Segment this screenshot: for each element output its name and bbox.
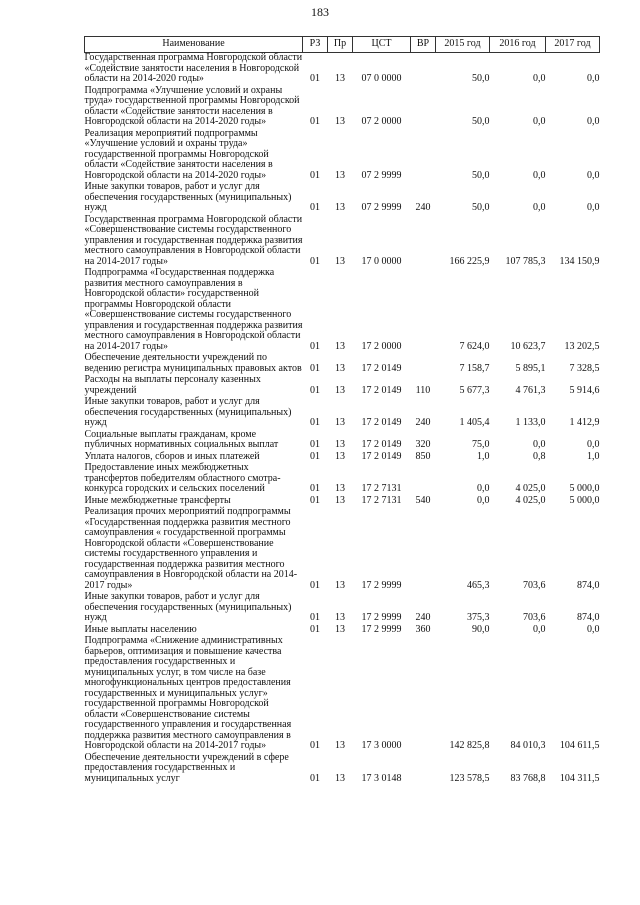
- cell-rz: 01: [310, 439, 320, 450]
- cell-2016: 0,8: [533, 450, 546, 462]
- cell-rz: 01: [310, 483, 320, 494]
- table-row: [85, 86, 600, 129]
- cell-2017: 5 000,0: [569, 483, 600, 494]
- table-row: [85, 397, 600, 430]
- cell-2015: 5 677,3: [459, 384, 490, 396]
- table-row: [85, 375, 600, 397]
- cell-name: Иные выплаты населению: [84, 623, 197, 635]
- cell-2015: 375,3: [467, 612, 490, 623]
- cell-2015: 0,0: [477, 494, 490, 506]
- cell-2017: 0,0: [587, 116, 600, 127]
- cell-rz: 01: [310, 384, 320, 396]
- cell-2017: 0,0: [587, 623, 600, 635]
- cell-vr: [411, 507, 436, 592]
- cell-cst: 17 2 0149: [361, 384, 402, 396]
- cell-pr: 13: [335, 483, 345, 494]
- cell-pr: 13: [335, 73, 345, 84]
- cell-2016: 4 025,0: [515, 483, 546, 494]
- cell-2016: 4 025,0: [515, 494, 546, 506]
- cell-2017: 874,0: [577, 579, 600, 591]
- budget-table: [84, 36, 600, 785]
- cell-name: Уплата налогов, сборов и иных платежей: [84, 450, 260, 462]
- cell-2016: 703,6: [523, 579, 546, 591]
- cell-2015: 142 825,8: [449, 740, 490, 751]
- cell-2016: 10 623,7: [510, 340, 546, 352]
- cell-pr: 13: [335, 255, 345, 267]
- cell-name: Подпрограмма «Улучшение условий и охраны труда» государственной программы Новгородской области «Содействие занятости населения в Новгородской области на 2014-2020 годы»: [84, 84, 300, 127]
- cell-name: Иные закупки товаров, работ и услуг для обеспечения государственных (муниципальных) нужд: [84, 181, 292, 213]
- cell-pr: 13: [335, 772, 345, 784]
- cell-rz: 01: [310, 623, 320, 635]
- cell-2016: 0,0: [533, 169, 546, 181]
- table-row: [85, 636, 600, 753]
- cell-pr: 13: [335, 340, 345, 352]
- cell-2016: 4 761,3: [515, 384, 546, 396]
- cell-cst: 17 2 0149: [361, 417, 402, 428]
- cell-2017: 134 150,9: [559, 255, 600, 267]
- cell-rz: 01: [310, 612, 320, 623]
- cell-2015: 1,0: [477, 450, 490, 462]
- cell-2016: 107 785,3: [505, 255, 546, 267]
- table-row: [85, 182, 600, 215]
- cell-2017: 0,0: [587, 439, 600, 450]
- cell-pr: 13: [335, 494, 345, 506]
- cell-pr: 13: [335, 169, 345, 181]
- cell-2015: 7 158,7: [459, 362, 490, 374]
- cell-rz: 01: [310, 116, 320, 127]
- page-number: 183: [311, 5, 329, 19]
- cell-2015: 166 225,9: [449, 255, 490, 267]
- cell-2017: 104 311,5: [559, 772, 600, 784]
- cell-pr: 13: [335, 439, 345, 450]
- cell-2017: 874,0: [577, 612, 600, 623]
- cell-pr: 13: [335, 417, 345, 428]
- cell-name: Подпрограмма «Снижение административных барьеров, оптимизация и повышение качества предоставления государственных и муниципальных услуг, в том числе на базе многофункциональных центров предоставления государственных и муниципальных услуг» государственной программы Новгородской области «Совершенствование системы государственного управления и государственная поддержка развития местного самоуправления в Новгородской области на 2014-2017 годы»: [84, 635, 292, 751]
- cell-pr: 13: [335, 384, 345, 396]
- cell-vr: [411, 215, 436, 269]
- cell-cst: 07 2 0000: [361, 116, 402, 127]
- cell-cst: 17 2 0149: [361, 439, 402, 450]
- cell-2015: 50,0: [472, 73, 490, 84]
- cell-2017: 0,0: [587, 202, 600, 213]
- cell-2015: 465,3: [467, 579, 490, 591]
- cell-2015: 90,0: [472, 623, 490, 635]
- cell-2015: 50,0: [472, 202, 490, 213]
- cell-2015: 50,0: [472, 169, 490, 181]
- table-row: [85, 53, 600, 86]
- cell-cst: 07 2 9999: [361, 169, 402, 181]
- cell-rz: 01: [310, 73, 320, 84]
- cell-2016: 83 768,8: [510, 772, 546, 784]
- cell-name: Подпрограмма «Государственная поддержка развития местного самоуправления в Новгородской области» государственной программы Новгородской области «Совершенствование системы государственного управления и государственная поддержка развития местного самоуправления в Новгородской области на 2014-2017 годы»: [84, 267, 303, 352]
- table-row: [85, 463, 600, 496]
- table-body: [85, 53, 600, 786]
- cell-2017: 1,0: [587, 450, 600, 462]
- header-2016: 2016 год: [490, 37, 546, 53]
- cell-cst: 17 2 0149: [361, 362, 402, 374]
- cell-cst: 17 2 0149: [361, 450, 402, 462]
- cell-vr: [411, 636, 436, 753]
- cell-2016: 0,0: [533, 623, 546, 635]
- cell-2017: 104 611,5: [559, 740, 600, 751]
- cell-2016: 0,0: [533, 116, 546, 127]
- cell-cst: 17 0 0000: [361, 255, 402, 267]
- cell-2017: 13 202,5: [564, 340, 600, 352]
- cell-2017: 7 328,5: [569, 362, 600, 374]
- cell-name: Предоставление иных межбюджетных трансфертов победителям областного смотра-конкурса городских и сельских поселений: [84, 462, 281, 494]
- cell-rz: 01: [310, 579, 320, 591]
- cell-pr: 13: [335, 579, 345, 591]
- cell-pr: 13: [335, 362, 345, 374]
- cell-2015: 123 578,5: [449, 772, 490, 784]
- cell-2016: 0,0: [533, 202, 546, 213]
- cell-2017: 5 000,0: [569, 494, 600, 506]
- cell-cst: 17 2 7131: [361, 494, 402, 506]
- cell-name: Реализация прочих мероприятий подпрограммы «Государственная поддержка развития местного самоуправления « государственной программы Новгородской области «Совершенствование системы государственного управления и государственная поддержка развития местного самоуправления в Новгородской области на 2014-2017 годы»: [84, 506, 298, 591]
- table-row: [85, 268, 600, 353]
- header-rz: РЗ: [303, 37, 328, 53]
- cell-vr: 240: [415, 417, 431, 428]
- table-row: [85, 592, 600, 625]
- cell-vr: [411, 86, 436, 129]
- cell-2015: 75,0: [472, 439, 490, 450]
- cell-rz: 01: [310, 255, 320, 267]
- header-pr: Пр: [328, 37, 353, 53]
- cell-name: Государственная программа Новгородской области «Содействие занятости населения в Новгородской области на 2014-2020 годы»: [84, 52, 303, 84]
- table-row: [85, 353, 600, 375]
- cell-vr: [411, 129, 436, 183]
- cell-cst: 07 2 9999: [361, 202, 402, 213]
- cell-cst: 17 3 0000: [361, 740, 402, 751]
- header-2017: 2017 год: [546, 37, 600, 53]
- cell-cst: 17 2 0000: [361, 340, 402, 352]
- cell-vr: [411, 268, 436, 353]
- cell-vr: [411, 463, 436, 496]
- cell-name: Расходы на выплаты персоналу казенных учреждений: [84, 374, 261, 396]
- cell-name: Реализация мероприятий подпрограммы «Улучшение условий и охраны труда» государственной программы Новгородской области «Содействие занятости населения в Новгородской области на 2014-2020 годы»: [84, 127, 273, 181]
- cell-rz: 01: [310, 740, 320, 751]
- header-cst: ЦСТ: [353, 37, 411, 53]
- cell-vr: [411, 53, 436, 86]
- cell-2016: 0,0: [533, 73, 546, 84]
- cell-cst: 07 0 0000: [361, 73, 402, 84]
- cell-cst: 17 2 9999: [361, 623, 402, 635]
- cell-pr: 13: [335, 116, 345, 127]
- cell-2016: 0,0: [533, 439, 546, 450]
- cell-pr: 13: [335, 612, 345, 623]
- cell-rz: 01: [310, 169, 320, 181]
- cell-2017: 5 914,6: [569, 384, 600, 396]
- cell-rz: 01: [310, 202, 320, 213]
- cell-name: Иные закупки товаров, работ и услуг для обеспечения государственных (муниципальных) нужд: [84, 396, 292, 428]
- cell-name: Государственная программа Новгородской области «Совершенствование системы государственного управления и государственная поддержка развития местного самоуправления в Новгородской области на 2014-2017 годы»: [84, 213, 303, 267]
- cell-2015: 1 405,4: [459, 417, 490, 428]
- cell-name: Обеспечение деятельности учреждений по ведению регистра муниципальных правовых актов: [84, 352, 302, 374]
- cell-name: Иные закупки товаров, работ и услуг для обеспечения государственных (муниципальных) нужд: [84, 591, 292, 623]
- cell-2015: 0,0: [477, 483, 490, 494]
- cell-vr: 110: [415, 384, 431, 396]
- cell-vr: 360: [415, 623, 431, 635]
- cell-rz: 01: [310, 494, 320, 506]
- cell-vr: 240: [415, 202, 431, 213]
- cell-vr: 850: [415, 450, 431, 462]
- header-vr: ВР: [411, 37, 436, 53]
- cell-2016: 703,6: [523, 612, 546, 623]
- cell-pr: 13: [335, 740, 345, 751]
- cell-cst: 17 2 7131: [361, 483, 402, 494]
- cell-vr: 540: [415, 494, 431, 506]
- cell-pr: 13: [335, 202, 345, 213]
- cell-2015: 50,0: [472, 116, 490, 127]
- cell-cst: 17 3 0148: [361, 772, 402, 784]
- cell-vr: [411, 753, 436, 786]
- cell-rz: 01: [310, 362, 320, 374]
- cell-2015: 7 624,0: [459, 340, 490, 352]
- cell-rz: 01: [310, 772, 320, 784]
- cell-rz: 01: [310, 340, 320, 352]
- cell-name: Обеспечение деятельности учреждений в сфере предоставления государственных и муниципальных услуг: [84, 751, 289, 784]
- cell-name: Иные межбюджетные трансферты: [84, 494, 231, 506]
- table-row: [85, 753, 600, 786]
- table-row: [85, 129, 600, 183]
- cell-rz: 01: [310, 450, 320, 462]
- cell-cst: 17 2 9999: [361, 579, 402, 591]
- cell-2017: 0,0: [587, 169, 600, 181]
- table-row: [85, 215, 600, 269]
- table-row: [85, 430, 600, 452]
- cell-vr: 240: [415, 612, 431, 623]
- cell-2016: 5 895,1: [515, 362, 546, 374]
- table-row: [85, 507, 600, 592]
- cell-cst: 17 2 9999: [361, 612, 402, 623]
- cell-pr: 13: [335, 450, 345, 462]
- cell-2017: 0,0: [587, 73, 600, 84]
- cell-2016: 84 010,3: [510, 740, 546, 751]
- cell-vr: [411, 353, 436, 375]
- header-2015: 2015 год: [436, 37, 490, 53]
- cell-name: Социальные выплаты гражданам, кроме публичных нормативных социальных выплат: [84, 428, 279, 450]
- table-header: [85, 37, 600, 53]
- cell-2017: 1 412,9: [569, 417, 600, 428]
- cell-pr: 13: [335, 623, 345, 635]
- cell-2016: 1 133,0: [515, 417, 546, 428]
- header-name: Наименование: [85, 37, 303, 53]
- cell-rz: 01: [310, 417, 320, 428]
- cell-vr: 320: [415, 439, 431, 450]
